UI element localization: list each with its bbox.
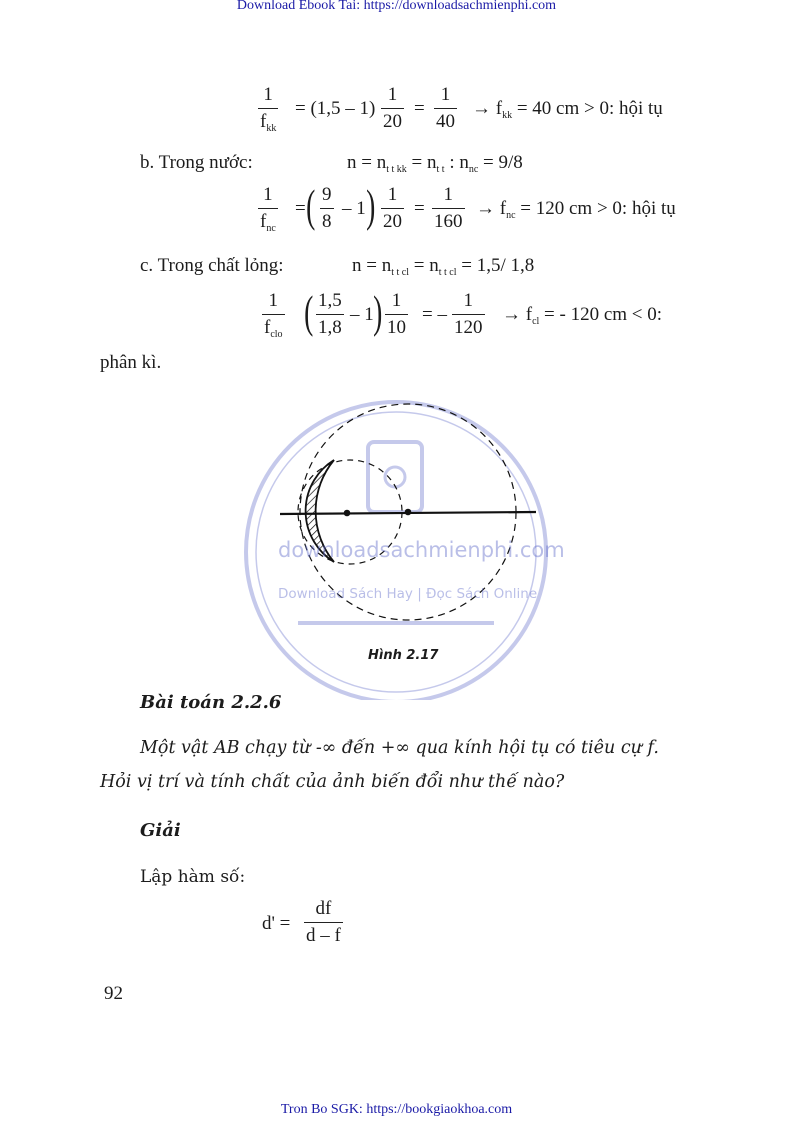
equation-result: → $f_{cl}$ = - 120 cm < 0: (502, 304, 663, 327)
fraction-1-over-fclo: 1 $f_{clo}$ (264, 290, 283, 340)
equals-sign: = (414, 98, 425, 119)
phan-ki-text: phân kì. (100, 352, 162, 373)
fraction-1-over-40: $\frac{1}{40}$ (436, 84, 455, 132)
figure-caption: Hình 2.17 (368, 648, 439, 663)
right-paren: ) (373, 286, 383, 337)
center-point (344, 510, 351, 517)
part-c-relation: $n = n_{t t cl} = n_{t t cl} = 1,5/$ 1,8 (352, 255, 535, 278)
left-paren: ( (304, 286, 314, 337)
part-b-relation: $n = n_{t t kk} = n_{t t}$ : $n_{nc} = 9/8$ (347, 152, 523, 175)
fraction-1-over-20: $\frac{1}{20}$ (383, 184, 402, 232)
fraction-1-over-fnc: 1 $f_{nc}$ (260, 184, 276, 234)
problem-line-2: Hỏi vị trí và tính chất của ảnh biến đổi như thế nào? (100, 772, 565, 792)
center-point (405, 509, 412, 516)
fraction-1-over-10: $\frac{1}{10}$ (387, 290, 406, 338)
formula-lhs: d' = (262, 913, 291, 934)
solution-intro: Lập hàm số: (140, 867, 246, 887)
page-number: 92 (104, 983, 123, 1004)
header-download-link[interactable]: Download Ebook Tai: https://downloadsachmienphi.com (236, 0, 557, 13)
left-paren: ( (306, 180, 316, 231)
watermark-site-name: downloadsachmienphi.com (278, 538, 565, 562)
problem-title: Bài toán 2.2.6 (140, 692, 282, 713)
right-paren: ) (366, 180, 376, 231)
fraction-1-over-fkk: 1 $f_{kk}$ (260, 84, 277, 134)
fraction-1-over-120: $\frac{1}{120}$ (454, 290, 483, 338)
footer-sgk-link[interactable]: Tron Bo SGK: https://bookgiaokhoa.com (280, 1102, 513, 1117)
formula-fraction: $\frac{df}{d - f}$ (306, 898, 341, 946)
fraction-1-over-20: $\frac{1}{20}$ (383, 84, 402, 132)
equals-minus: = – (422, 304, 447, 325)
solution-title: Giải (140, 820, 181, 841)
fraction-1-over-160: $\frac{1}{160}$ (434, 184, 463, 232)
part-c-label: c. Trong chất lỏng: (140, 255, 284, 276)
fraction-9-over-8: $\frac{9}{8}$ (322, 184, 332, 232)
part-b-label: b. Trong nước: (140, 152, 253, 173)
equation-result: → $f_{nc} = 120$ cm > 0: hội tụ (476, 198, 676, 221)
equals-sign: = (414, 198, 425, 219)
equation-part: = (1,5 – 1) (295, 98, 376, 119)
minus-one: – 1 (350, 304, 374, 325)
minus-one: – 1 (342, 198, 366, 219)
equals-sign: = (295, 198, 306, 219)
equation-result: → $f_{kk} = 40$ cm > 0: hội tụ (472, 98, 663, 121)
watermark-tagline: Download Sách Hay | Đọc Sách Online (278, 586, 538, 602)
fraction-1.5-over-1.8: $\frac{1,5}{1,8}$ (318, 290, 342, 338)
problem-line-1: Một vật AB chạy từ -∞ đến +∞ qua kính hội tụ có tiêu cự f. (140, 738, 659, 758)
